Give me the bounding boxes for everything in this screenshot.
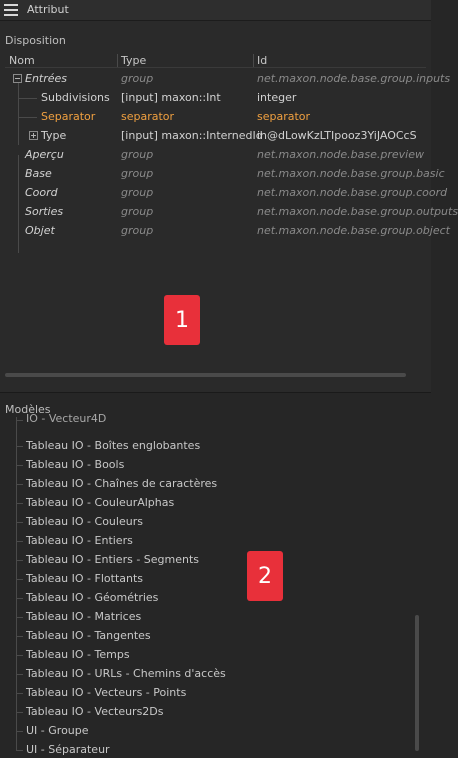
tree-row-type[interactable] — [5, 126, 426, 145]
column-header-type[interactable]: Type — [121, 54, 147, 67]
list-item[interactable]: Tableau IO - Flottants — [26, 572, 144, 585]
row-type: [input] maxon::InternedId — [121, 129, 263, 142]
tree-row-objet[interactable] — [5, 221, 450, 240]
row-id: separator — [257, 110, 311, 123]
tree-row-sorties[interactable] — [5, 202, 458, 221]
tree-row-base[interactable] — [5, 164, 445, 183]
list-item[interactable]: Tableau IO - Entiers — [26, 534, 133, 547]
column-header-id[interactable]: Id — [257, 54, 268, 67]
row-id: net.maxon.node.base.group.outputs — [257, 205, 458, 218]
tree-header — [5, 53, 426, 68]
row-type: [input] maxon::Int — [121, 91, 221, 104]
tree-row-entrees[interactable] — [5, 69, 451, 88]
list-item[interactable]: Tableau IO - Bools — [26, 458, 125, 471]
row-id: net.maxon.node.base.group.coord — [257, 186, 448, 199]
row-name: Sorties — [25, 205, 64, 218]
row-id: in@dLowKzLTIpooz3YiJAOCcS — [257, 129, 417, 142]
list-item-partial[interactable]: IO - Vecteur4D — [26, 412, 107, 425]
row-id: net.maxon.node.base.group.basic — [257, 167, 445, 180]
row-name: Coord — [25, 186, 58, 199]
list-item[interactable]: Tableau IO - Couleurs — [26, 515, 143, 528]
expand-icon[interactable] — [29, 131, 38, 140]
list-item[interactable]: Tableau IO - Vecteurs2Ds — [26, 705, 164, 718]
collapse-icon[interactable] — [13, 74, 22, 83]
row-id: net.maxon.node.base.preview — [257, 148, 424, 161]
row-name: Base — [25, 167, 52, 180]
menu-icon[interactable] — [4, 4, 18, 16]
row-name: Separator — [41, 110, 96, 123]
row-name: Aperçu — [25, 148, 64, 161]
title-bar — [0, 0, 431, 20]
list-item[interactable]: Tableau IO - Matrices — [26, 610, 142, 623]
row-type: separator — [121, 110, 175, 123]
window-title: Attribut — [27, 3, 69, 16]
row-name: Objet — [25, 224, 55, 237]
row-type: group — [121, 72, 154, 85]
list-item[interactable]: Tableau IO - Chaînes de caractères — [26, 477, 218, 490]
column-header-name[interactable]: Nom — [9, 54, 35, 67]
layout-label: Disposition — [5, 34, 66, 47]
row-name: Subdivisions — [41, 91, 110, 104]
row-name: Entrées — [25, 72, 68, 85]
list-item[interactable]: Tableau IO - Géométries — [26, 591, 159, 604]
list-item[interactable]: UI - Groupe — [26, 724, 89, 737]
models-label: Modèles — [5, 403, 51, 416]
list-item[interactable]: Tableau IO - Entiers - Segments — [26, 553, 200, 566]
row-type: group — [121, 148, 154, 161]
row-type: group — [121, 186, 154, 199]
tree-row-separator-selected[interactable] — [5, 107, 426, 126]
row-id: integer — [257, 91, 297, 104]
tree-row-apercu[interactable] — [5, 145, 426, 164]
list-item[interactable]: UI - Séparateur — [26, 743, 110, 756]
list-item[interactable]: Tableau IO - CouleurAlphas — [26, 496, 175, 509]
tree-row-coord[interactable] — [5, 183, 448, 202]
vertical-scrollbar[interactable] — [415, 615, 419, 751]
horizontal-scrollbar[interactable] — [5, 373, 406, 377]
row-id: net.maxon.node.base.group.object — [257, 224, 450, 237]
row-name: Type — [41, 129, 67, 142]
list-item[interactable]: Tableau IO - Boîtes englobantes — [26, 439, 201, 452]
row-type: group — [121, 205, 154, 218]
row-type: group — [121, 167, 154, 180]
models-panel — [0, 393, 431, 758]
tree-row-subdivisions[interactable] — [5, 88, 426, 107]
list-item[interactable]: Tableau IO - URLs - Chemins d'accès — [26, 667, 226, 680]
list-item[interactable]: Tableau IO - Vecteurs - Points — [26, 686, 187, 699]
layout-panel — [0, 20, 458, 392]
row-type: group — [121, 224, 154, 237]
annotation-marker-2: 2 — [247, 551, 283, 601]
row-id: net.maxon.node.base.group.inputs — [257, 72, 451, 85]
list-item[interactable]: Tableau IO - Temps — [26, 648, 130, 661]
annotation-marker-1: 1 — [164, 295, 200, 345]
models-list — [0, 412, 420, 757]
list-item[interactable]: Tableau IO - Tangentes — [26, 629, 151, 642]
